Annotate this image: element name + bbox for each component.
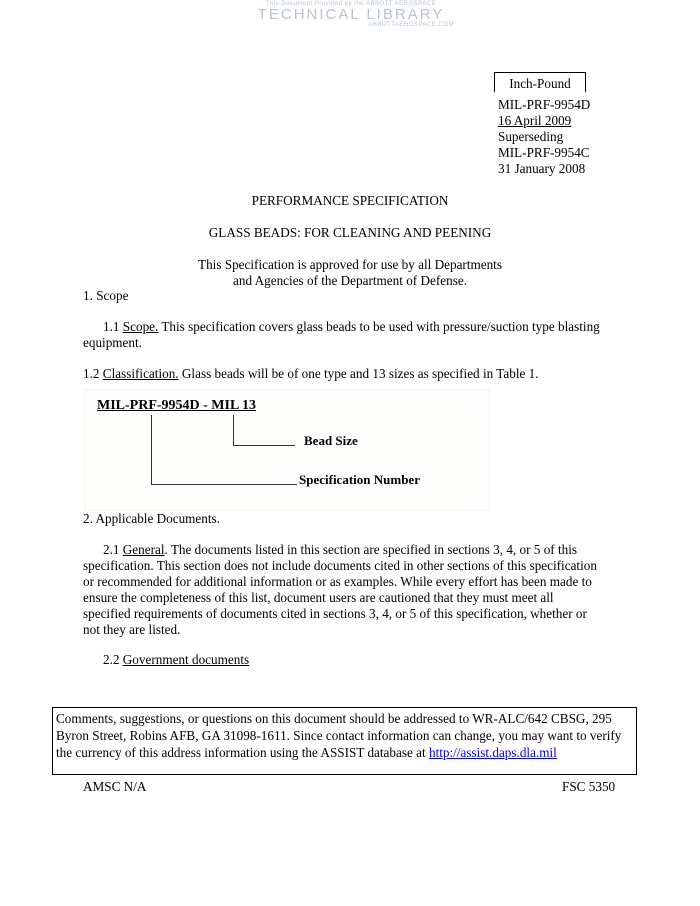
section-1-2: 1.2 Classification. Glass beads will be of one type and 13 sizes as specified in Table 1. (83, 366, 539, 381)
prev-doc-number: MIL-PRF-9954C (498, 145, 590, 160)
assist-link[interactable]: http://assist.daps.dla.mil (428, 745, 557, 760)
comments-box (52, 707, 637, 775)
fsc-label: FSC 5350 (562, 779, 616, 794)
superseding-label: Superseding (498, 129, 564, 144)
approval-line-2: and Agencies of the Department of Defense. (233, 273, 467, 288)
doc-date: 16 April 2009 (498, 113, 572, 128)
watermark-line1: This Document Provided by the ABBOTT AEROSPACE (265, 1, 437, 7)
size-leader-line-h (233, 445, 295, 446)
spec-number-label: Specification Number (299, 472, 420, 487)
prev-doc-date: 31 January 2008 (498, 161, 586, 176)
section-2-1: 2.1 General. The documents listed in this section are specified in sections 3, 4, or 5 of this specification. This section does not include documents cited in other sections of this specification or recommended for additional information or as examples. While every effort has been made to ensure the completeness of this list, document users are cautioned that they must meet all specified requirements of documents cited in sections 3, 4, or 5 of this specification, whether or not they are listed. (83, 542, 597, 637)
watermark-logo (236, 1, 466, 43)
section-2-2: 2.2 Government documents (103, 652, 250, 667)
section-1-heading: 1. Scope (83, 288, 129, 303)
approval-line-1: This Specification is approved for use by all Departments (198, 257, 502, 272)
designation-label: MIL-PRF-9954D - MIL 13 (97, 398, 257, 413)
comments-text: Comments, suggestions, or questions on this document should be addressed to WR-ALC/642 CBSG, 295 Byron Street, Robins AFB, GA 31098-1611. Since contact information can change, you may want to verify the currency of this address information using the ASSIST database at (56, 711, 622, 760)
bead-size-label: Bead Size (304, 433, 358, 448)
classification-diagram (84, 389, 490, 511)
page-subtitle: GLASS BEADS: FOR CLEANING AND PEENING (208, 225, 492, 240)
size-leader-line (233, 415, 234, 446)
doc-number: MIL-PRF-9954D (498, 97, 591, 112)
spec-leader-line-h (151, 484, 297, 485)
inch-pound-box: Inch-Pound (494, 72, 586, 92)
watermark-line2: TECHNICAL LIBRARY (257, 6, 445, 23)
spec-leader-line (151, 415, 152, 485)
watermark-line3: ABBOTTAEROSPACE.COM (368, 22, 454, 28)
section-2-heading: 2. Applicable Documents. (83, 511, 220, 526)
amsc-label: AMSC N/A (83, 779, 147, 794)
section-1-1: 1.1 Scope. This specification covers glass beads to be used with pressure/suction type blasting equipment. (83, 319, 600, 350)
page-title: PERFORMANCE SPECIFICATION (251, 193, 449, 208)
